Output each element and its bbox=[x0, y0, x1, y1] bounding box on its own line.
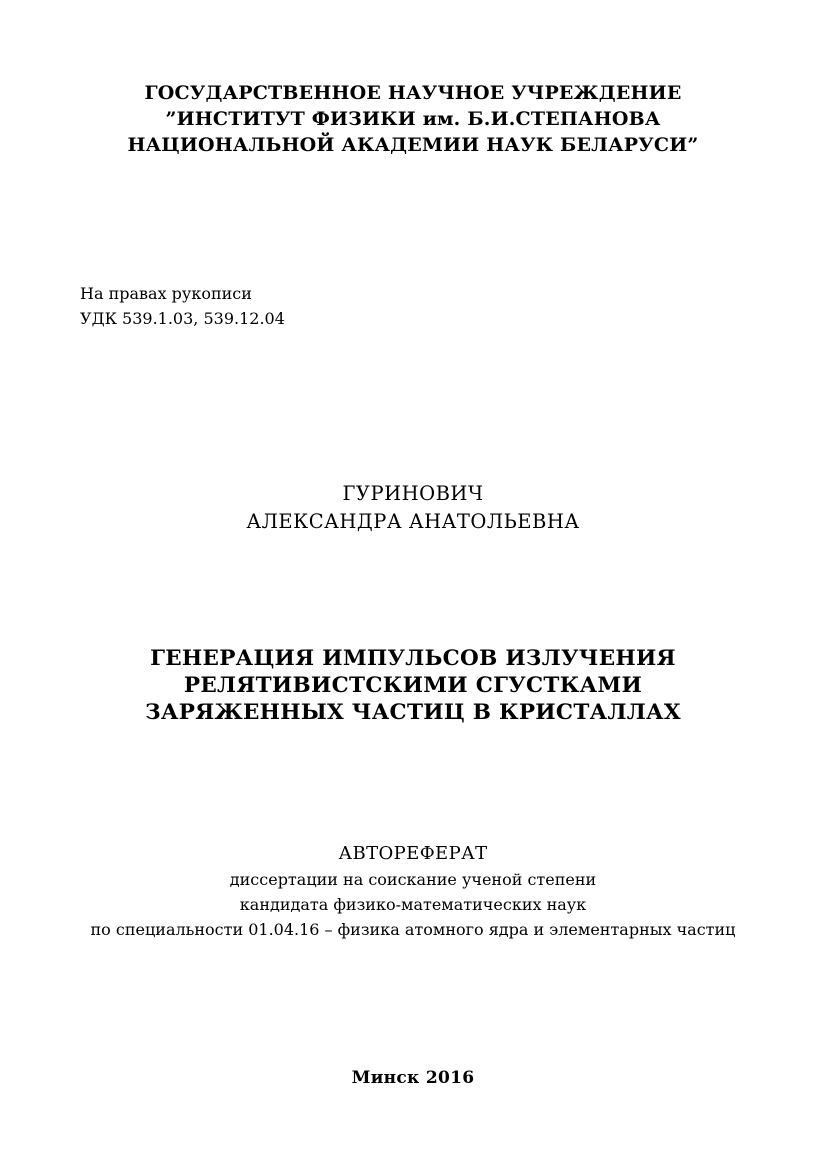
abstract-line-3: по специальности 01.04.16 – физика атомного ядра и элементарных частиц bbox=[90, 920, 736, 939]
manuscript-rights-text: На правах рукописи bbox=[80, 284, 252, 303]
author-block bbox=[0, 480, 826, 536]
abstract-line-1: диссертации на соискание ученой степени bbox=[229, 870, 597, 889]
city-year-text: Минск 2016 bbox=[351, 1068, 475, 1088]
title-line-2: РЕЛЯТИВИСТСКИМИ СГУСТКАМИ bbox=[183, 673, 643, 698]
udk-code: УДК 539.1.03, 539.12.04 bbox=[80, 309, 285, 328]
institution-line-3: НАЦИОНАЛЬНОЙ АКАДЕМИИ НАУК БЕЛАРУСИ” bbox=[127, 134, 699, 156]
institution-header bbox=[0, 80, 826, 158]
institution-line-1: ГОСУДАРСТВЕННОЕ НАУЧНОЕ УЧРЕЖДЕНИЕ bbox=[144, 82, 682, 104]
title-line-1: ГЕНЕРАЦИЯ ИМПУЛЬСОВ ИЗЛУЧЕНИЯ bbox=[150, 646, 676, 671]
abstract-heading: АВТОРЕФЕРАТ bbox=[338, 843, 488, 864]
dissertation-title bbox=[0, 645, 826, 726]
author-surname: ГУРИНОВИЧ bbox=[342, 482, 484, 505]
abstract-line-2: кандидата физико-математических наук bbox=[239, 895, 587, 914]
institution-line-2: ”ИНСТИТУТ ФИЗИКИ им. Б.И.СТЕПАНОВА bbox=[165, 108, 661, 130]
author-given-names: АЛЕКСАНДРА АНАТОЛЬЕВНА bbox=[246, 510, 580, 533]
city-year bbox=[0, 1066, 826, 1090]
manuscript-rights bbox=[80, 281, 285, 331]
title-line-3: ЗАРЯЖЕННЫХ ЧАСТИЦ В КРИСТАЛЛАХ bbox=[145, 700, 681, 725]
abstract-info bbox=[0, 840, 826, 942]
